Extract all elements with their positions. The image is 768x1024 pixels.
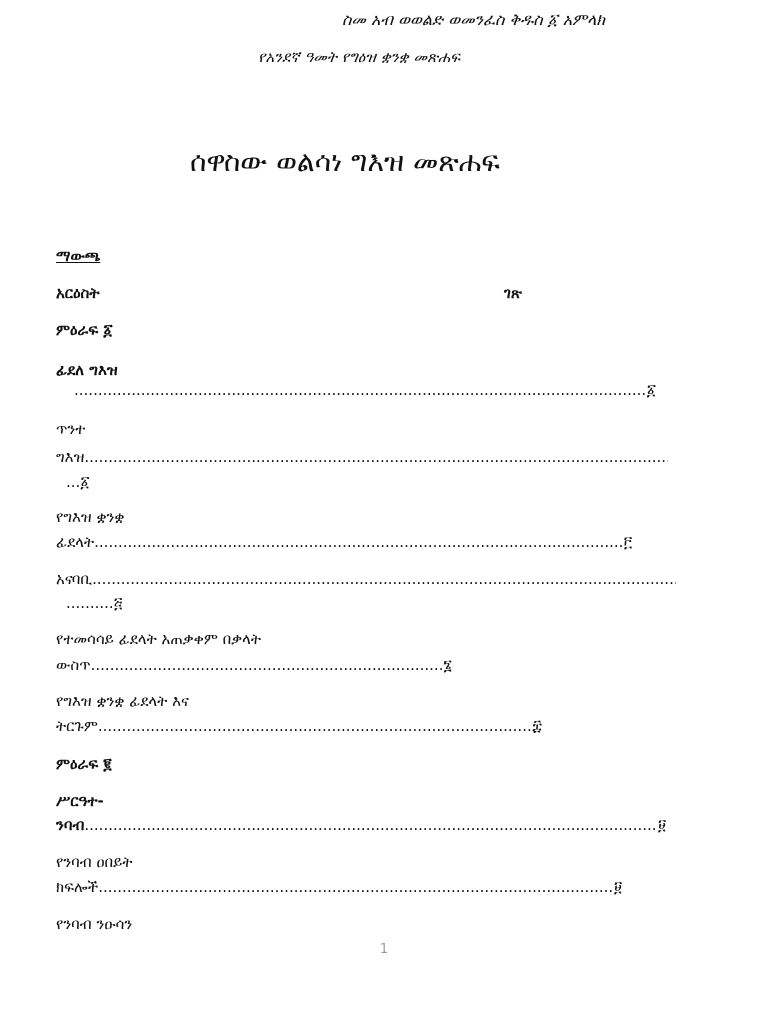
toc-entry-line1: የግእዝ ቋንቋ ፊደላት እና: [56, 692, 189, 710]
toc-entry-line1: ሥርዓተ-: [56, 792, 104, 810]
toc-entry-line3: ..........: [66, 594, 114, 612]
leader-dots: [84, 814, 657, 836]
toc-entry-line2: ትርጉም: [56, 717, 98, 735]
toc-column-page: ገጽ: [504, 284, 522, 302]
toc-entry-page: ፮: [443, 656, 452, 674]
toc-entry-line2: ግእዝ: [56, 448, 85, 466]
toc-entry-leader: [74, 381, 656, 399]
toc-entry-leader: [56, 814, 666, 836]
toc-entry-leader: [56, 654, 452, 676]
toc-intro-title: ፊደለ ግእዝ: [56, 361, 118, 379]
toc-entry-page: ፫: [623, 533, 632, 551]
document-title: ሰዋስው ወልሳነ ግእዝ መጽሐፍ: [190, 145, 500, 178]
toc-entry-leader: [56, 568, 676, 590]
toc-entry-line1: አናባቢ: [56, 570, 93, 588]
toc-entry-line1: የግእዝ ቋንቋ: [56, 508, 125, 526]
page-number: 1: [379, 942, 389, 957]
leader-dots: [91, 654, 443, 676]
toc-entry-cont: [66, 592, 122, 614]
toc-heading: ማውጫ: [56, 247, 101, 265]
toc-entry-page: ፩: [80, 473, 90, 491]
leader-dots: [94, 531, 623, 553]
toc-entry-leader: [56, 715, 542, 737]
toc-entry-line2: ንባብ: [56, 816, 85, 834]
toc-entry-line1: ጥንተ: [56, 420, 86, 438]
toc-entry-page: ፭: [113, 594, 123, 612]
leader-dots: [98, 876, 613, 898]
toc-entry-line2: ውስጥ: [56, 656, 91, 674]
toc-entry-line1: የተመሳሳይ ፊደላት አጠቃቀም በቃላት: [56, 630, 262, 648]
toc-entry-page: ፱: [614, 878, 622, 896]
toc-entry-leader: [56, 531, 632, 553]
leader-dots: [92, 568, 676, 590]
toc-entry-line1: የንባብ ንዑሳን: [56, 915, 133, 933]
toc-entry-leader: [56, 446, 668, 468]
toc-entry-page: ፩: [646, 381, 656, 399]
toc-entry-page: ፰: [532, 717, 542, 735]
document-blessing: ስመ አብ ወወልድ ወመንፈስ ቅዱስ ፩ አምላክ: [342, 10, 605, 29]
toc-entry-cont: [66, 471, 90, 493]
chapter-1-heading: ምዕራፍ ፩: [56, 321, 113, 339]
toc-column-content: አርዕስት: [56, 284, 100, 302]
toc-entry-page: ፱: [658, 816, 666, 834]
leader-dots: [84, 446, 668, 468]
leader-dots: [74, 381, 646, 399]
leader-dots: [98, 715, 531, 737]
toc-entry-line3: ...: [66, 473, 81, 491]
toc-entry-leader: [56, 876, 622, 898]
toc-entry-line1: የንባብ ዐበይት: [56, 853, 133, 871]
toc-entry-line2: ፊደላት: [56, 533, 95, 551]
toc-entry-line2: ክፍሎች: [56, 878, 99, 896]
document-subtitle: የአንደኛ ዓመት የግዕዝ ቋንቋ መጽሐፍ: [258, 48, 461, 66]
chapter-2-heading: ምዕራፍ ፪: [56, 755, 112, 773]
